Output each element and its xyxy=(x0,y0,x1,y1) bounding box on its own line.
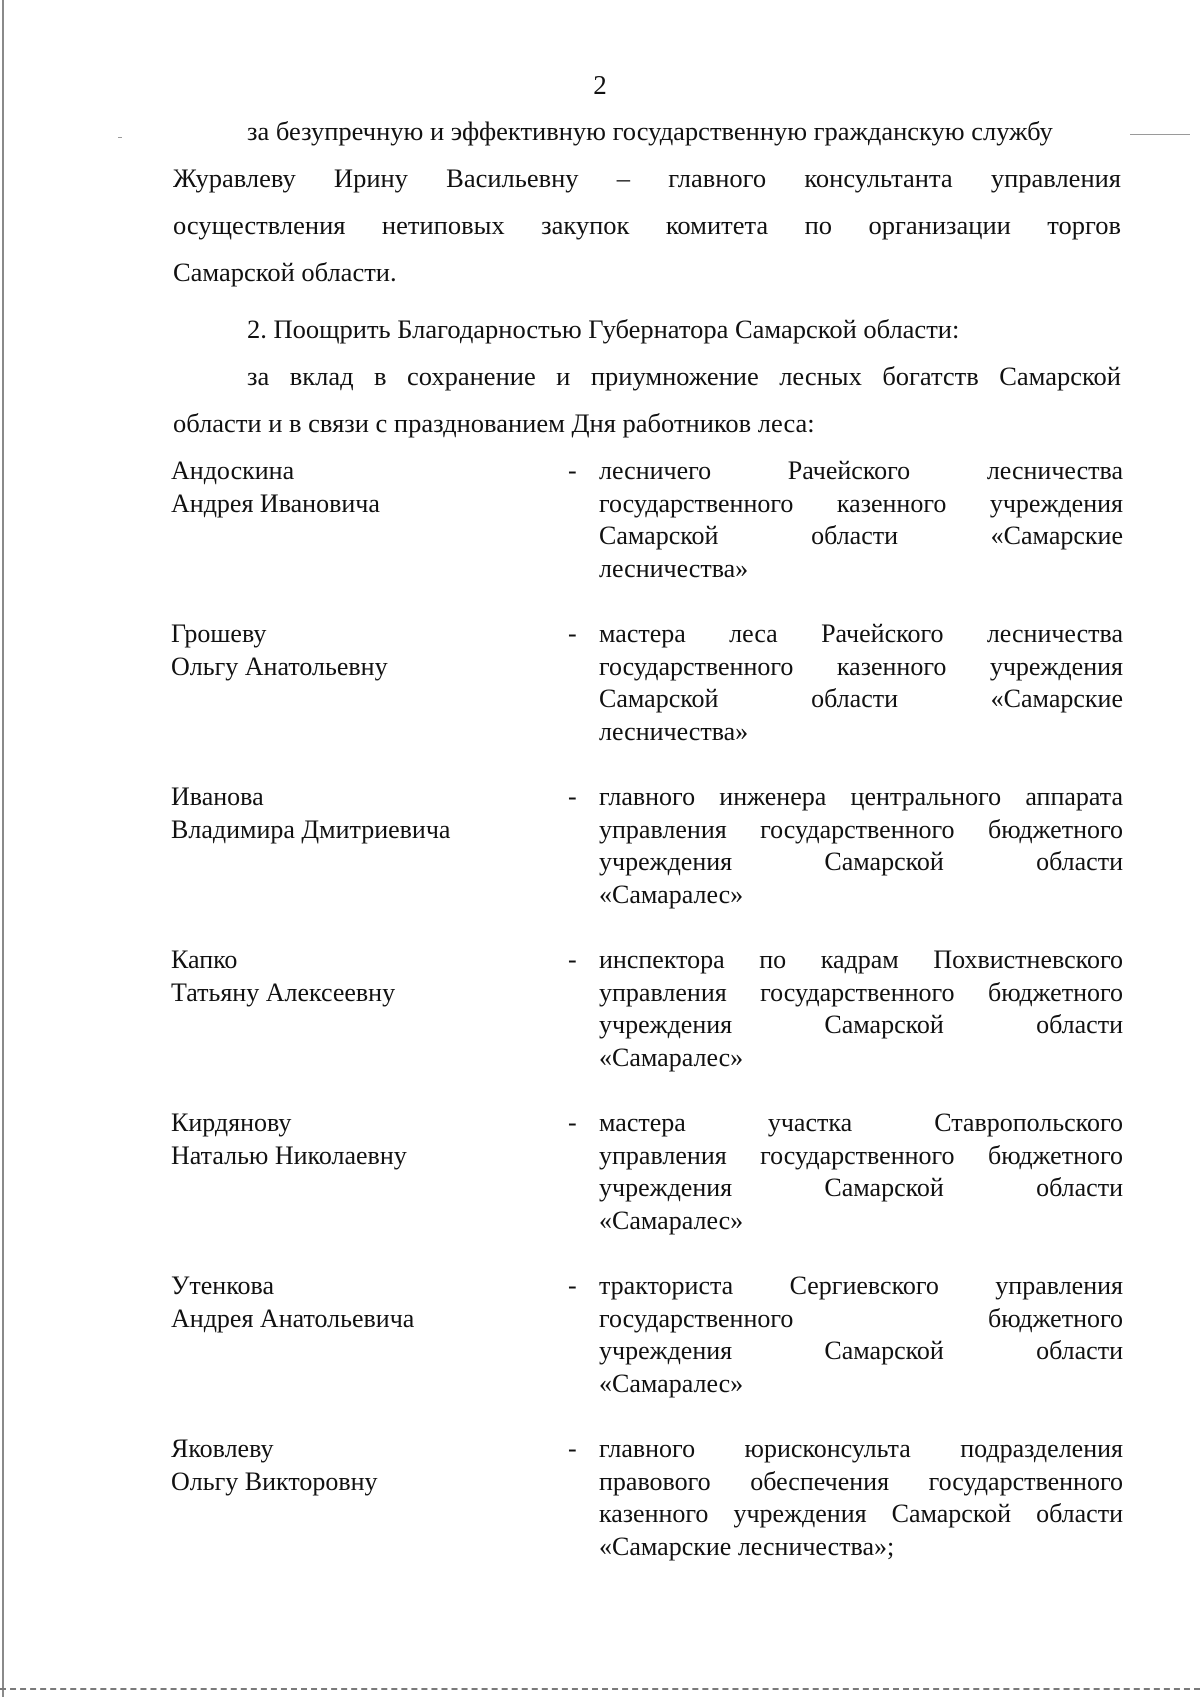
awardee-entry xyxy=(171,618,1123,781)
awardee-position xyxy=(599,1433,1123,1563)
intro-paragraph xyxy=(173,108,1121,155)
awardee-position-line: инспектора по кадрам Похвистневского xyxy=(599,945,1123,974)
awardee-position xyxy=(599,618,1123,748)
awardee-position xyxy=(599,781,1123,911)
awardee-position-line: главного инженера центрального аппарата xyxy=(599,782,1123,811)
awardee-surname: Яковлеву xyxy=(171,1434,274,1463)
awardee-dash: - xyxy=(568,945,577,974)
awardee-dash: - xyxy=(568,1434,577,1463)
section-2-title-text: 2. Поощрить Благодарностью Губернатора Самарской области: xyxy=(247,314,960,344)
awardee-name xyxy=(171,1107,551,1172)
awardee-position xyxy=(599,944,1123,1074)
awardee-position-line: «Самарские лесничества»; xyxy=(599,1531,895,1561)
awardee-position-line: управления государственного бюджетного xyxy=(599,814,1123,844)
awardee-entry xyxy=(171,455,1123,618)
awardee-surname: Капко xyxy=(171,945,238,974)
awardee-position-line: учреждения Самарской области xyxy=(599,1010,1123,1039)
awardee-given-names: Андрея Анатольевича xyxy=(171,1303,415,1333)
awardee-given-names: Владимира Дмитриевича xyxy=(171,814,451,844)
awardee-position-line: правового обеспечения государственного xyxy=(599,1466,1123,1496)
awardee-position-line: государственного казенного учреждения xyxy=(599,651,1123,681)
awardee-name xyxy=(171,455,551,520)
awardee-name xyxy=(171,618,551,683)
awardee-surname: Иванова xyxy=(171,782,264,811)
awardee-entry xyxy=(171,1270,1123,1433)
awardee-surname: Кирдянову xyxy=(171,1108,292,1137)
awardee-position-line: управления государственного бюджетного xyxy=(599,1140,1123,1170)
awardee-position-line: Самарской области «Самарские xyxy=(599,521,1123,550)
scan-mark-top-right xyxy=(1130,134,1190,135)
scan-left-border xyxy=(2,0,4,1697)
awardee-position-line: «Самаралес» xyxy=(599,1368,744,1398)
intro-line: Самарской области. xyxy=(173,257,397,287)
awardee-dash: - xyxy=(568,1108,577,1137)
awardee-list xyxy=(171,455,1123,1596)
awardee-surname: Грошеву xyxy=(171,619,267,648)
awardee-position-line: «Самаралес» xyxy=(599,1205,744,1235)
awardee-entry xyxy=(171,781,1123,944)
intro-line: за безупречную и эффективную государственную гражданскую службу xyxy=(247,116,1053,146)
awardee-position-line: «Самаралес» xyxy=(599,879,744,909)
awardee-position-line: казенного учреждения Самарской области xyxy=(599,1499,1123,1528)
awardee-given-names: Ольгу Викторовну xyxy=(171,1466,378,1496)
scan-bottom-border xyxy=(0,1688,1200,1690)
awardee-dash: - xyxy=(568,619,577,648)
awardee-surname: Утенкова xyxy=(171,1271,275,1300)
awardee-position-line: государственного казенного учреждения xyxy=(599,488,1123,518)
intro-line: осуществления нетиповых закупок комитета по организации торгов xyxy=(173,210,1121,240)
section-2-title xyxy=(173,306,1121,353)
section-2-reason-line: за вклад в сохранение и приумножение лесных богатств Самарской xyxy=(247,361,1121,391)
scan-mark-left xyxy=(118,137,122,138)
section-2-reason xyxy=(173,353,1121,400)
awardee-position-line: мастера участка Ставропольского xyxy=(599,1108,1123,1137)
awardee-entry xyxy=(171,944,1123,1107)
awardee-position-line: управления государственного бюджетного xyxy=(599,977,1123,1007)
awardee-position-line: лесничего Рачейского лесничества xyxy=(599,456,1123,485)
awardee-position-line: тракториста Сергиевского управления xyxy=(599,1271,1123,1300)
intro-line: Журавлеву Ирину Васильевну – главного консультанта управления xyxy=(173,163,1121,193)
awardee-given-names: Татьяну Алексеевну xyxy=(171,977,396,1007)
awardee-entry xyxy=(171,1433,1123,1596)
awardee-position-line: «Самаралес» xyxy=(599,1042,744,1072)
awardee-position-line: мастера леса Рачейского лесничества xyxy=(599,619,1123,648)
section-2-reason-line: области и в связи с празднованием Дня работников леса: xyxy=(173,408,815,438)
awardee-given-names: Ольгу Анатольевну xyxy=(171,651,388,681)
awardee-given-names: Наталью Николаевну xyxy=(171,1140,407,1170)
awardee-given-names: Андрея Ивановича xyxy=(171,488,380,518)
awardee-position xyxy=(599,1270,1123,1400)
awardee-surname: Андоскина xyxy=(171,456,295,485)
awardee-dash: - xyxy=(568,782,577,811)
awardee-dash: - xyxy=(568,1271,577,1300)
awardee-position-line: Самарской области «Самарские xyxy=(599,684,1123,713)
awardee-entry xyxy=(171,1107,1123,1270)
awardee-name xyxy=(171,1433,551,1498)
section-2-reason-continuation xyxy=(173,400,1121,447)
awardee-name xyxy=(171,781,551,846)
awardee-position xyxy=(599,455,1123,585)
awardee-name xyxy=(171,944,551,1009)
awardee-position-line: лесничества» xyxy=(599,553,749,583)
intro-continuation xyxy=(173,155,1121,296)
awardee-position-line: учреждения Самарской области xyxy=(599,847,1123,876)
awardee-position-line: государственного бюджетного xyxy=(599,1303,1123,1333)
awardee-dash: - xyxy=(568,456,577,485)
awardee-name xyxy=(171,1270,551,1335)
awardee-position-line: учреждения Самарской области xyxy=(599,1336,1123,1365)
page-number: 2 xyxy=(593,70,607,100)
awardee-position-line: лесничества» xyxy=(599,716,749,746)
awardee-position-line: главного юрисконсульта подразделения xyxy=(599,1434,1123,1463)
awardee-position-line: учреждения Самарской области xyxy=(599,1173,1123,1202)
awardee-position xyxy=(599,1107,1123,1237)
